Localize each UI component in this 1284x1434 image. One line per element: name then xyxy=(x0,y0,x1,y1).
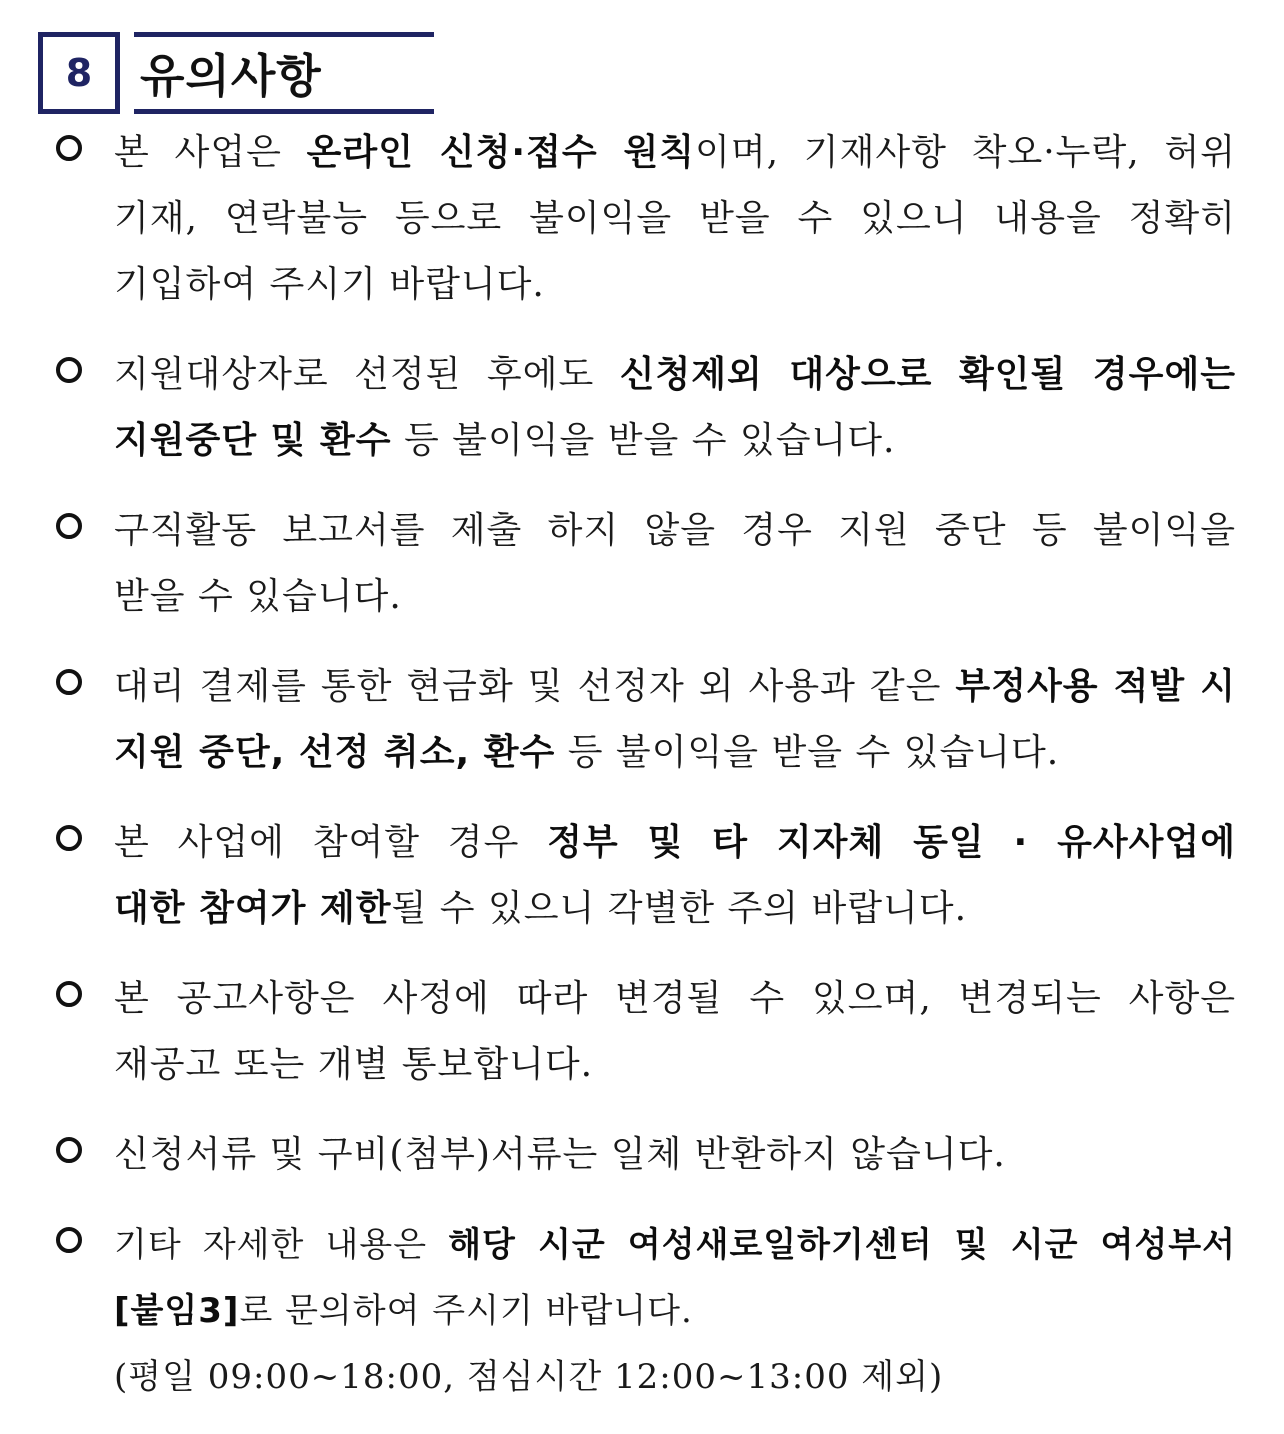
note-text: 기재, 연락불능 등으로 불이익을 받을 수 있으니 내용을 정확히 xyxy=(114,198,1236,239)
note-line xyxy=(114,720,1236,786)
note-item xyxy=(56,1212,1236,1410)
office-hours-text: (평일 09:00~18:00, 점심시간 12:00~13:00 제외) xyxy=(114,1357,944,1397)
section-title: 유의사항 xyxy=(140,49,322,103)
circle-bullet-icon xyxy=(56,669,82,695)
note-text: 재공고 또는 개별 통보합니다. xyxy=(114,1044,594,1085)
note-line xyxy=(114,252,1236,318)
note-text: 본 공고사항은 사정에 따라 변경될 수 있으며, 변경되는 사항은 xyxy=(114,978,1236,1019)
circle-bullet-icon xyxy=(56,1227,82,1253)
circle-bullet-icon xyxy=(56,981,82,1007)
note-line xyxy=(114,564,1236,630)
notes-list xyxy=(56,120,1236,1434)
circle-bullet-icon xyxy=(56,357,82,383)
note-emphasis: [붙임3] xyxy=(114,1291,240,1331)
note-line xyxy=(114,498,1236,564)
note-line xyxy=(114,654,1236,720)
note-text: 신청서류 및 구비(첨부)서류는 일체 반환하지 않습니다. xyxy=(114,1134,1006,1175)
note-text: 기타 자세한 내용은 xyxy=(114,1225,449,1265)
note-text: 로 문의하여 주시기 바랍니다. xyxy=(239,1291,693,1331)
note-emphasis: 해당 시군 여성새로일하기센터 및 시군 여성부서 xyxy=(448,1225,1236,1265)
note-line xyxy=(114,1278,1236,1344)
note-item xyxy=(56,342,1236,474)
note-item xyxy=(56,654,1236,786)
note-line xyxy=(114,810,1236,876)
note-emphasis: 부정사용 적발 시 xyxy=(955,666,1236,707)
note-text: 구직활동 보고서를 제출 하지 않을 경우 지원 중단 등 불이익을 xyxy=(114,510,1236,551)
note-item xyxy=(56,1122,1236,1188)
note-item xyxy=(56,966,1236,1098)
circle-bullet-icon xyxy=(56,825,82,851)
note-text: 대리 결제를 통한 현금화 및 선정자 외 사용과 같은 xyxy=(114,666,956,707)
note-item xyxy=(56,498,1236,630)
note-line xyxy=(114,120,1236,186)
note-line xyxy=(114,1212,1236,1278)
note-text: 이며, 기재사항 착오·누락, 허위 xyxy=(695,132,1236,173)
circle-bullet-icon xyxy=(56,513,82,539)
note-line xyxy=(114,966,1236,1032)
note-line xyxy=(114,1344,1236,1410)
note-emphasis: 대한 참여가 제한 xyxy=(114,888,392,929)
note-line xyxy=(114,1032,1236,1098)
note-line xyxy=(114,1122,1236,1188)
note-line xyxy=(114,342,1236,408)
note-emphasis: 지원중단 및 환수 xyxy=(114,420,392,461)
note-line xyxy=(114,408,1236,474)
note-emphasis: 지원 중단, 선정 취소, 환수 xyxy=(114,732,556,773)
note-line xyxy=(114,876,1236,942)
note-text: 기입하여 주시기 바랍니다. xyxy=(114,264,545,305)
section-title-bar xyxy=(134,32,434,114)
circle-bullet-icon xyxy=(56,135,82,161)
note-item xyxy=(56,810,1236,942)
note-text: 등 불이익을 받을 수 있습니다. xyxy=(555,732,1060,773)
note-text: 받을 수 있습니다. xyxy=(114,576,402,617)
note-text: 등 불이익을 받을 수 있습니다. xyxy=(391,420,896,461)
note-text: 본 사업은 xyxy=(114,132,307,173)
note-text: 될 수 있으니 각별한 주의 바랍니다. xyxy=(391,888,968,929)
note-emphasis: 정부 및 타 지자체 동일 · 유사사업에 xyxy=(547,822,1236,863)
circle-bullet-icon xyxy=(56,1137,82,1163)
note-text: 본 사업에 참여할 경우 xyxy=(114,822,548,863)
section-number: 8 xyxy=(38,32,120,114)
note-item xyxy=(56,120,1236,318)
note-text: 지원대상자로 선정된 후에도 xyxy=(114,354,620,395)
note-line xyxy=(114,186,1236,252)
note-emphasis: 온라인 신청·접수 원칙 xyxy=(306,132,696,173)
note-emphasis: 신청제외 대상으로 확인될 경우에는 xyxy=(619,354,1236,395)
section-header xyxy=(38,32,434,110)
